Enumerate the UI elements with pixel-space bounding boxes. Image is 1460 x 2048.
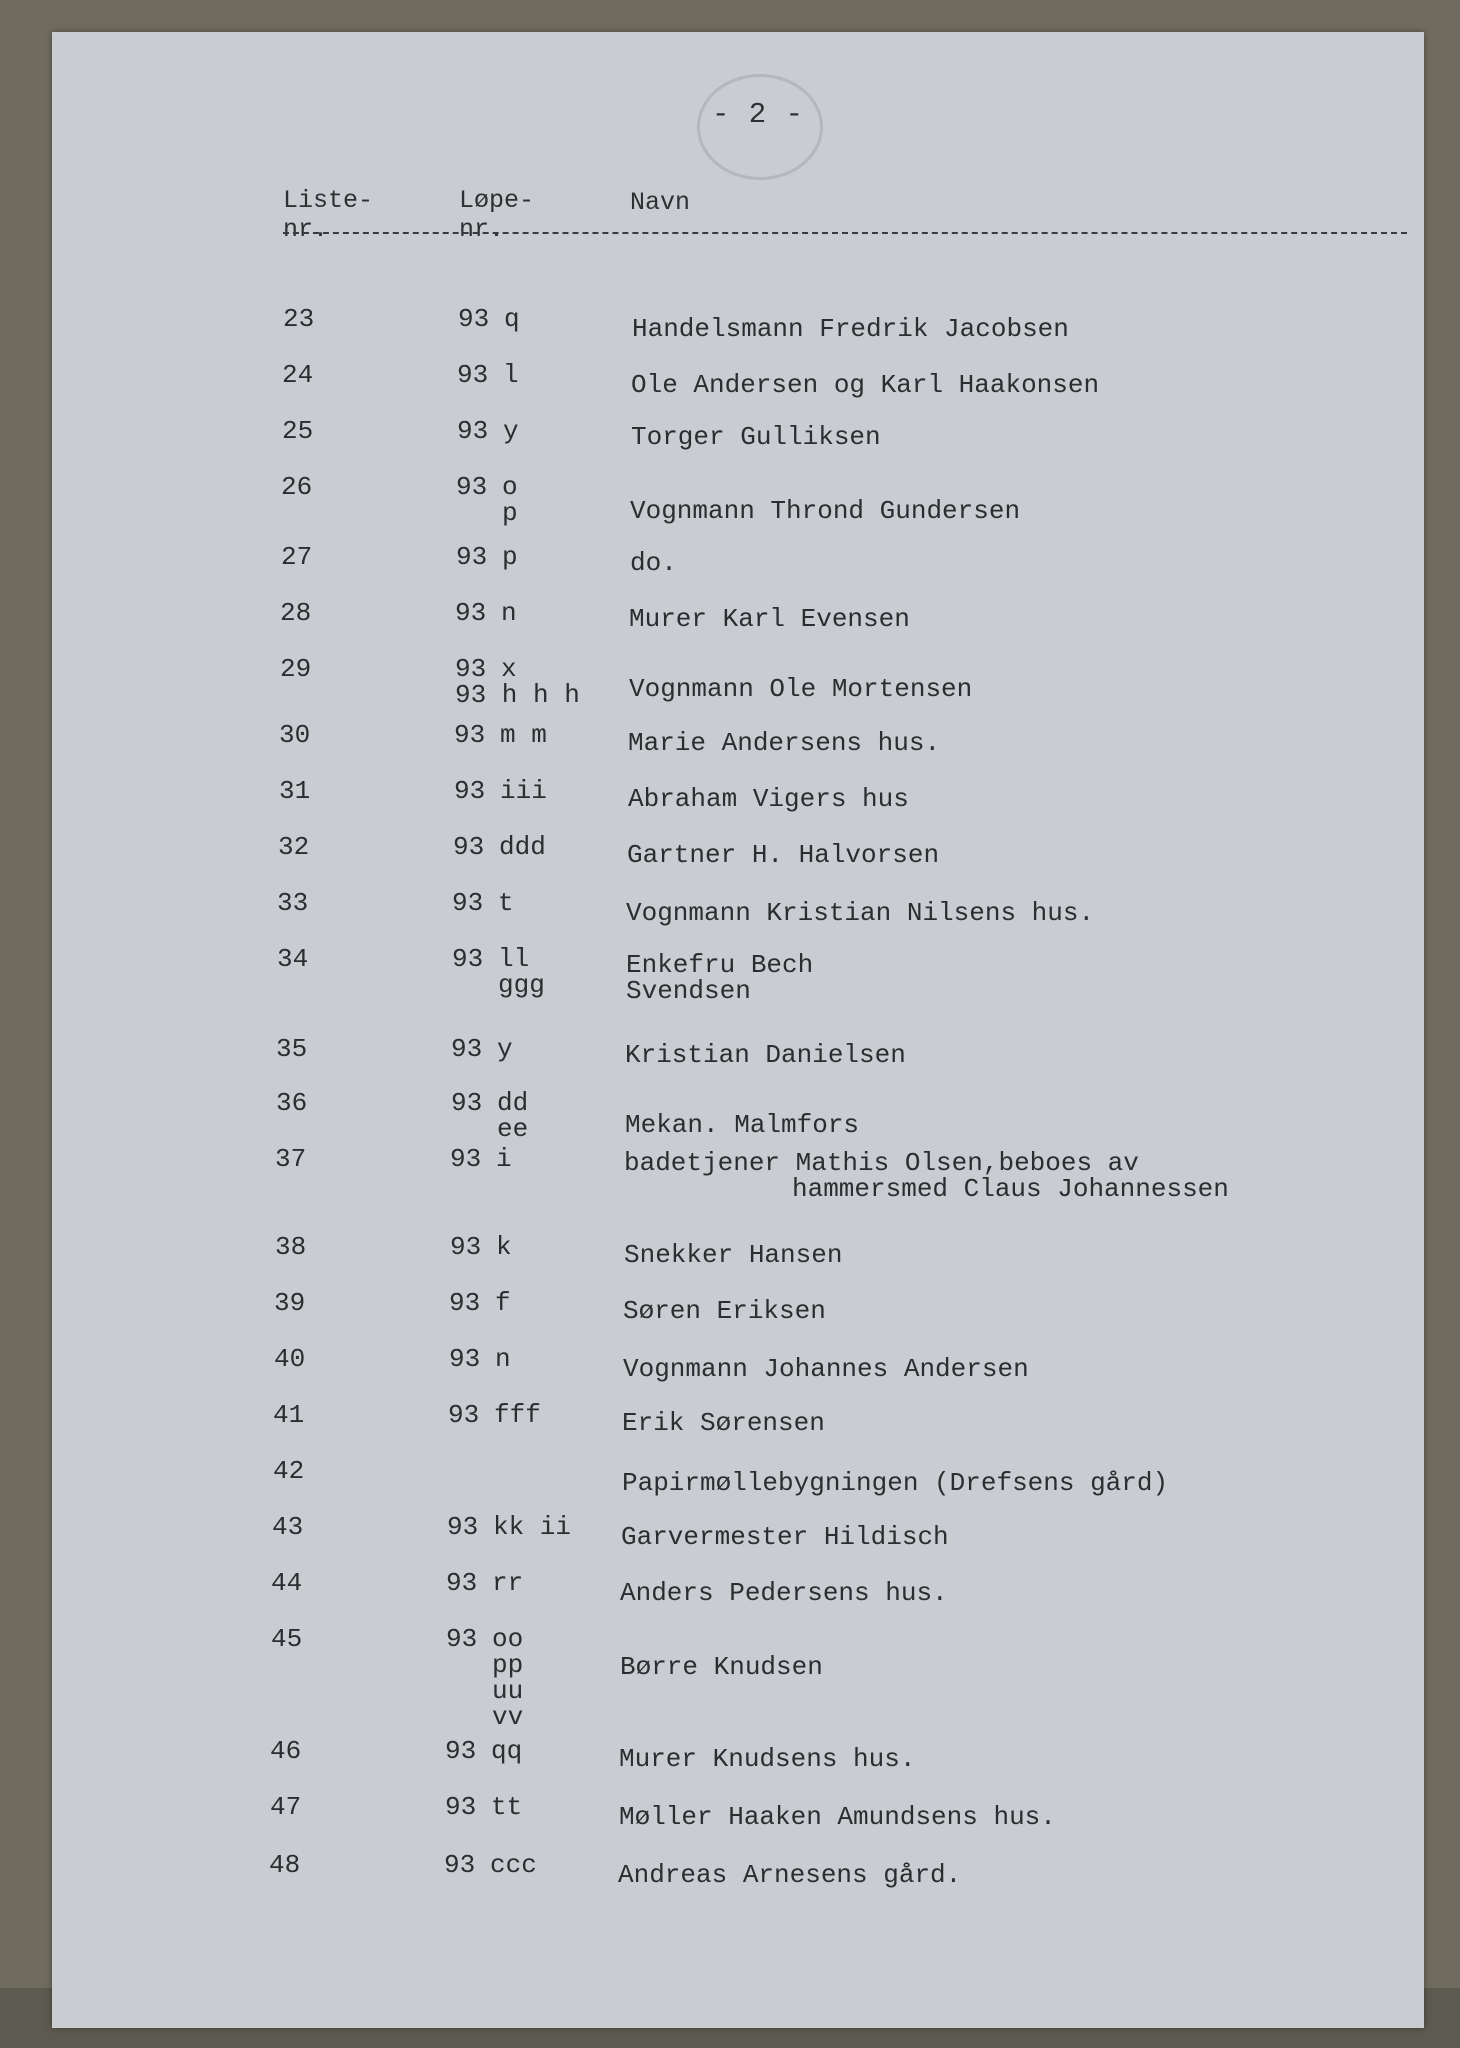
lope-nr-cell <box>447 1514 627 1540</box>
liste-nr-cell: 33 <box>277 888 309 918</box>
navn-text: badetjener Mathis Olsen,beboes av <box>624 1148 1139 1178</box>
navn-text: Handelsmann Fredrik Jacobsen <box>632 314 1069 344</box>
lope-nr-suffix: y <box>497 1034 513 1064</box>
navn-cell <box>618 1862 961 1888</box>
lope-nr-suffix: o <box>502 472 518 502</box>
lope-nr-suffix: kk ii <box>493 1512 572 1542</box>
navn-text: Gartner H. Halvorsen <box>627 840 940 870</box>
lope-nr-cell <box>457 362 637 388</box>
navn-text: do. <box>630 548 677 578</box>
lope-nr-prefix: 93 <box>458 304 490 334</box>
navn-text: Torger Gulliksen <box>631 422 881 452</box>
lope-nr-cell <box>455 656 635 708</box>
lope-nr-cell <box>451 1090 631 1142</box>
lope-nr-suffix: dd <box>497 1088 529 1118</box>
liste-nr-cell: 42 <box>273 1456 305 1486</box>
lope-nr-prefix: 93 <box>455 598 487 628</box>
lope-nr-cell <box>448 1402 628 1428</box>
navn-cell <box>629 606 910 632</box>
lope-nr-cell <box>454 778 634 804</box>
navn-cell <box>631 424 881 450</box>
lope-nr-prefix: 93 <box>456 472 488 502</box>
navn-cell <box>628 786 909 812</box>
navn-cell <box>629 676 972 702</box>
navn-text: Snekker Hansen <box>624 1240 843 1270</box>
lope-nr-prefix: 93 <box>457 360 489 390</box>
liste-nr-cell: 24 <box>282 360 314 390</box>
lope-nr-prefix: 93 <box>451 1088 483 1118</box>
lope-nr-cell <box>446 1626 626 1730</box>
lope-nr-suffix: fff <box>494 1400 541 1430</box>
lope-nr-prefix: 93 <box>453 832 485 862</box>
lope-nr-prefix: 93 <box>446 1624 478 1654</box>
liste-nr-cell: 44 <box>271 1568 303 1598</box>
navn-cell <box>624 1150 1229 1202</box>
lope-nr-suffix: y <box>503 416 519 446</box>
lope-nr-prefix: 93 <box>454 720 486 750</box>
navn-cell <box>623 1356 1029 1382</box>
lope-nr-cell <box>455 600 635 626</box>
liste-nr-cell: 31 <box>279 776 311 806</box>
liste-nr-cell: 36 <box>276 1088 308 1118</box>
lope-nr-prefix: 93 <box>445 1792 477 1822</box>
navn-text: Søren Eriksen <box>623 1296 826 1326</box>
lope-nr-cell <box>448 1458 628 1484</box>
liste-nr-cell: 39 <box>274 1288 306 1318</box>
lope-nr-suffix: p <box>502 498 518 528</box>
navn-cell <box>623 1298 826 1324</box>
navn-text: Møller Haaken Amundsens hus. <box>619 1802 1056 1832</box>
navn-cell <box>621 1524 949 1550</box>
lope-nr-suffix: l <box>503 360 519 390</box>
navn-cell <box>628 730 940 756</box>
navn-cell <box>624 1242 842 1268</box>
navn-cell <box>631 372 1099 398</box>
lope-nr-cell <box>456 474 636 526</box>
navn-text: Murer Knudsens hus. <box>619 1744 916 1774</box>
lope-nr-prefix: 93 <box>457 416 489 446</box>
liste-nr-cell: 25 <box>282 416 314 446</box>
lope-nr-suffix: q <box>504 304 520 334</box>
navn-cell <box>620 1654 823 1680</box>
liste-nr-cell: 26 <box>281 472 313 502</box>
lope-nr-suffix: oo <box>492 1624 524 1654</box>
lope-nr-suffix: iii <box>500 776 547 806</box>
navn-cell <box>630 550 677 576</box>
navn-cell <box>626 952 813 1004</box>
navn-text: Papirmøllebygningen (Drefsens gård) <box>622 1468 1169 1498</box>
lope-nr-prefix: 93 <box>449 1288 481 1318</box>
navn-text: Vognmann Johannes Andersen <box>623 1354 1029 1384</box>
lope-nr-cell <box>449 1346 629 1372</box>
lope-nr-prefix: 93 <box>446 1568 478 1598</box>
navn-text: hammersmed Claus Johannessen <box>792 1174 1229 1204</box>
page-number: - 2 - <box>712 98 805 131</box>
liste-nr-cell: 37 <box>275 1144 307 1174</box>
navn-cell <box>626 900 1094 926</box>
liste-nr-cell: 41 <box>273 1400 305 1430</box>
lope-nr-cell <box>458 306 638 332</box>
lope-nr-second-line: 93 h h h <box>455 680 580 710</box>
lope-nr-prefix: 93 <box>448 1400 480 1430</box>
liste-nr-cell: 34 <box>277 944 309 974</box>
liste-nr-cell: 28 <box>280 598 312 628</box>
navn-text: Børre Knudsen <box>620 1652 823 1682</box>
liste-nr-cell: 48 <box>269 1850 301 1880</box>
lope-nr-prefix: 93 <box>447 1512 479 1542</box>
navn-text: Vognmann Kristian Nilsens hus. <box>626 898 1095 928</box>
lope-nr-suffix: n <box>501 598 517 628</box>
liste-nr-cell: 43 <box>272 1512 304 1542</box>
liste-nr-cell: 46 <box>270 1736 302 1766</box>
lope-nr-prefix: 93 <box>456 542 488 572</box>
liste-nr-cell: 45 <box>271 1624 303 1654</box>
header-lope-nr: Løpe- nr. <box>459 186 535 244</box>
liste-nr-cell: 47 <box>270 1792 302 1822</box>
navn-text: Kristian Danielsen <box>625 1040 906 1070</box>
lope-nr-suffix: vv <box>492 1702 524 1732</box>
lope-nr-cell <box>446 1570 626 1596</box>
lope-nr-prefix: 93 <box>450 1232 482 1262</box>
lope-nr-cell <box>451 1036 631 1062</box>
liste-nr-cell: 23 <box>283 304 315 334</box>
liste-nr-cell: 35 <box>276 1034 308 1064</box>
navn-cell <box>619 1804 1056 1830</box>
header-navn: Navn <box>630 188 691 217</box>
lope-nr-suffix: n <box>495 1344 511 1374</box>
lope-nr-prefix: 93 <box>455 654 487 684</box>
liste-nr-cell: 38 <box>275 1232 307 1262</box>
navn-text: Abraham Vigers hus <box>628 784 909 814</box>
liste-nr-cell: 40 <box>274 1344 306 1374</box>
navn-cell <box>625 1112 859 1138</box>
lope-nr-suffix: ccc <box>490 1850 537 1880</box>
navn-text: Ole Andersen og Karl Haakonsen <box>631 370 1100 400</box>
lope-nr-suffix: p <box>502 542 518 572</box>
navn-cell <box>630 498 1020 524</box>
navn-cell <box>632 316 1069 342</box>
navn-text: Vognmann Ole Mortensen <box>629 674 973 704</box>
navn-text: Garvermester Hildisch <box>621 1522 949 1552</box>
navn-text: Marie Andersens hus. <box>628 728 941 758</box>
navn-cell <box>627 842 939 868</box>
lope-nr-cell <box>445 1738 625 1764</box>
header-divider <box>283 232 1407 234</box>
lope-nr-suffix: i <box>496 1144 512 1174</box>
navn-cell <box>619 1746 915 1772</box>
navn-cell <box>622 1470 1168 1496</box>
lope-nr-suffix: m m <box>500 720 547 750</box>
lope-nr-suffix: f <box>495 1288 511 1318</box>
lope-nr-suffix: x <box>501 654 517 684</box>
lope-nr-suffix: t <box>498 888 514 918</box>
navn-cell <box>622 1410 825 1436</box>
lope-nr-cell <box>450 1146 630 1172</box>
lope-nr-suffix: rr <box>492 1568 524 1598</box>
lope-nr-suffix: ll <box>498 944 530 974</box>
liste-nr-cell: 29 <box>280 654 312 684</box>
navn-text: Enkefru Bech <box>626 950 814 980</box>
navn-text: Vognmann Thrond Gundersen <box>630 496 1021 526</box>
lope-nr-cell <box>444 1852 624 1878</box>
navn-text: Erik Sørensen <box>622 1408 825 1438</box>
navn-text: Mekan. Malmfors <box>625 1110 860 1140</box>
lope-nr-cell <box>445 1794 625 1820</box>
lope-nr-prefix: 93 <box>454 776 486 806</box>
lope-nr-cell <box>453 834 633 860</box>
lope-nr-prefix: 93 <box>445 1736 477 1766</box>
navn-text: Andreas Arnesens gård. <box>618 1860 962 1890</box>
liste-nr-cell: 30 <box>279 720 311 750</box>
lope-nr-cell <box>452 946 632 998</box>
liste-nr-cell: 27 <box>281 542 313 572</box>
navn-cell <box>625 1042 906 1068</box>
lope-nr-suffix: ee <box>497 1114 529 1144</box>
lope-nr-suffix: ddd <box>499 832 546 862</box>
lope-nr-suffix: tt <box>491 1792 523 1822</box>
lope-nr-suffix: qq <box>491 1736 523 1766</box>
lope-nr-cell <box>450 1234 630 1260</box>
lope-nr-cell <box>452 890 632 916</box>
navn-text: Anders Pedersens hus. <box>620 1578 948 1608</box>
lope-nr-prefix: 93 <box>449 1344 481 1374</box>
lope-nr-prefix: 93 <box>451 1034 483 1064</box>
navn-cell <box>620 1580 948 1606</box>
lope-nr-prefix: 93 <box>450 1144 482 1174</box>
lope-nr-prefix: 93 <box>452 888 484 918</box>
navn-text: Murer Karl Evensen <box>629 604 910 634</box>
lope-nr-prefix: 93 <box>444 1850 476 1880</box>
lope-nr-cell <box>456 544 636 570</box>
lope-nr-prefix: 93 <box>452 944 484 974</box>
lope-nr-suffix: k <box>496 1232 512 1262</box>
lope-nr-suffix: uu <box>492 1676 524 1706</box>
navn-text: Svendsen <box>626 976 751 1006</box>
lope-nr-cell <box>454 722 634 748</box>
lope-nr-suffix: pp <box>492 1650 524 1680</box>
lope-nr-suffix: ggg <box>498 970 545 1000</box>
lope-nr-cell <box>449 1290 629 1316</box>
header-liste-nr: Liste- nr. <box>283 186 374 244</box>
liste-nr-cell: 32 <box>278 832 310 862</box>
lope-nr-cell <box>457 418 637 444</box>
